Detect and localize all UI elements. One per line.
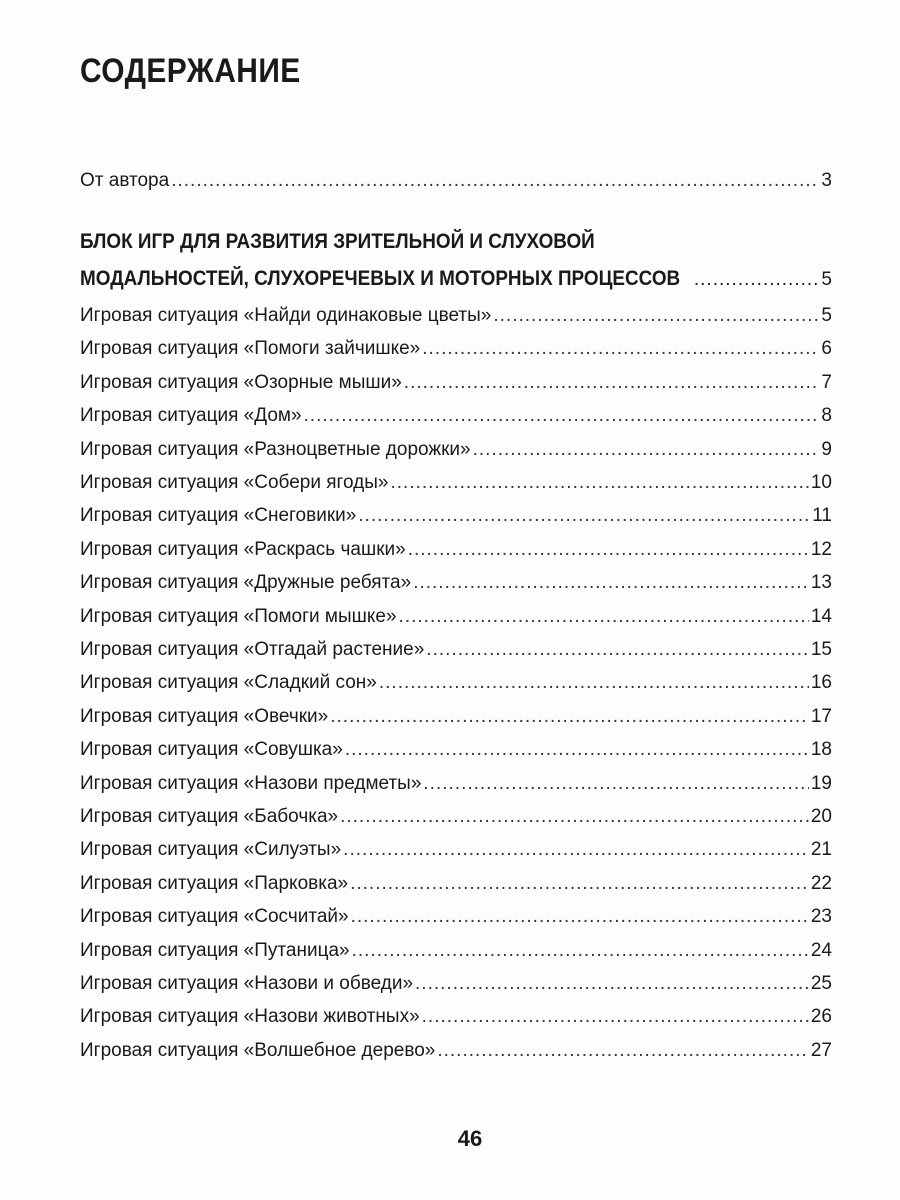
toc-entry-label: Игровая ситуация «Назови и обведи» — [80, 973, 414, 994]
toc-entry-page: 16 — [810, 672, 832, 694]
dot-leader — [404, 372, 820, 394]
toc-entry-label: Игровая ситуация «Отгадай растение» — [80, 639, 425, 660]
dot-leader — [171, 170, 819, 192]
toc-entry-label: Игровая ситуация «Собери ягоды» — [80, 472, 389, 493]
section-page: 5 — [821, 269, 832, 290]
dot-leader — [422, 338, 819, 360]
toc-entry-page: 22 — [810, 872, 832, 894]
dot-leader — [352, 940, 809, 962]
toc-entry-page: 19 — [810, 772, 832, 794]
toc-entry-label: Игровая ситуация «Озорные мыши» — [80, 371, 402, 393]
toc-entry — [80, 839, 832, 861]
toc-entry-label: Игровая ситуация «Путаница» — [80, 939, 350, 961]
toc-entry-label: Игровая ситуация «Раскрась чашки» — [80, 538, 406, 560]
toc-entry — [80, 1006, 832, 1028]
dot-leader — [340, 806, 809, 828]
dot-leader — [423, 773, 808, 795]
toc-entry — [80, 672, 832, 694]
toc-entry-page: 11 — [812, 505, 832, 527]
toc-entry — [80, 472, 832, 494]
dot-leader — [391, 472, 809, 494]
toc-entry-page: 15 — [810, 639, 832, 660]
dot-leader — [493, 305, 819, 327]
toc-entry-page: 12 — [810, 538, 832, 560]
section-heading-line2: МОДАЛЬНОСТЕЙ, СЛУХОРЕЧЕВЫХ И МОТОРНЫХ ПРОЦЕССОВ — [80, 267, 681, 290]
toc-entry-intro — [80, 170, 832, 192]
toc-entry-label: Игровая ситуация «Парковка» — [80, 872, 349, 894]
toc-entry — [80, 572, 832, 594]
toc-entry-page: 10 — [810, 472, 832, 493]
dot-leader — [473, 439, 820, 461]
section-heading-line1: БЛОК ИГР ДЛЯ РАЗВИТИЯ ЗРИТЕЛЬНОЙ И СЛУХОВОЙ — [80, 230, 595, 253]
toc-entry-label: Игровая ситуация «Волшебное дерево» — [80, 1039, 436, 1061]
toc-entry-label: Игровая ситуация «Бабочка» — [80, 806, 339, 827]
toc-entry-page: 14 — [810, 605, 832, 627]
toc-entry — [80, 305, 832, 327]
toc-entry-page: 6 — [821, 338, 832, 360]
toc-entry-label: Игровая ситуация «Снеговики» — [80, 505, 357, 527]
toc-entry-page: 13 — [810, 572, 832, 594]
toc-entry — [80, 739, 832, 761]
dot-leader — [351, 906, 809, 928]
dot-leader — [399, 606, 809, 628]
toc-entry — [80, 1040, 832, 1062]
toc-entry — [80, 372, 832, 394]
page-title: СОДЕРЖАНИЕ — [80, 52, 301, 90]
dot-leader — [379, 672, 809, 694]
dot-leader — [330, 706, 809, 728]
toc-entry-label: Игровая ситуация «Силуэты» — [80, 839, 342, 861]
toc-entry-page: 17 — [810, 705, 832, 727]
toc-entry — [80, 706, 832, 728]
toc-entry — [80, 505, 832, 527]
toc-entry-page: 3 — [821, 170, 832, 191]
toc-entry-page: 8 — [821, 405, 832, 427]
dot-leader — [437, 1040, 809, 1062]
toc-entry-page: 23 — [810, 906, 832, 928]
toc-entry-label: Игровая ситуация «Назови предметы» — [80, 772, 422, 794]
toc-entry-label: Игровая ситуация «Разноцветные дорожки» — [80, 438, 471, 460]
toc-entry — [80, 439, 832, 461]
dot-leader — [422, 1006, 809, 1028]
toc-entry — [80, 906, 832, 928]
dot-leader — [345, 739, 809, 761]
toc-entry — [80, 606, 832, 628]
toc-entry — [80, 539, 832, 561]
toc-entry — [80, 806, 832, 828]
toc-entry-label: Игровая ситуация «Сосчитай» — [80, 906, 349, 928]
dot-leader — [426, 639, 809, 661]
toc-entry-label: Игровая ситуация «Сладкий сон» — [80, 672, 377, 694]
toc-entry-page: 18 — [810, 739, 832, 761]
toc-entry-page: 21 — [810, 839, 832, 861]
dot-leader — [415, 973, 809, 995]
dot-leader — [408, 539, 809, 561]
toc-entry-page: 26 — [810, 1006, 832, 1028]
toc-entry-label: Игровая ситуация «Помоги мышке» — [80, 605, 397, 627]
page-number: 46 — [457, 1126, 483, 1151]
dot-leader — [413, 572, 809, 594]
toc-entry — [80, 940, 832, 962]
dot-leader — [343, 839, 809, 861]
toc-entry-label: Игровая ситуация «Дом» — [80, 405, 302, 427]
toc-entry-page: 25 — [810, 973, 832, 994]
toc-entry-page: 24 — [810, 939, 832, 961]
toc-entry-page: 20 — [810, 806, 832, 827]
toc-entry-label: Игровая ситуация «Совушка» — [80, 739, 343, 761]
dot-leader — [304, 405, 820, 427]
toc-entry — [80, 873, 832, 895]
toc-entry — [80, 338, 832, 360]
dot-leader — [358, 505, 810, 527]
toc-entry — [80, 639, 832, 661]
toc-entry-label: Игровая ситуация «Помоги зайчишке» — [80, 338, 421, 360]
toc-entry-label: Игровая ситуация «Назови животных» — [80, 1006, 420, 1028]
toc-entry-label: Игровая ситуация «Овечки» — [80, 705, 329, 727]
toc-entry-page: 9 — [821, 438, 832, 460]
dot-leader — [350, 873, 809, 895]
toc-entry — [80, 773, 832, 795]
toc-entry — [80, 973, 832, 995]
toc-entry-page: 27 — [810, 1039, 832, 1061]
toc-entry-label: Игровая ситуация «Найди одинаковые цветы» — [80, 305, 492, 326]
toc-entry-label: Игровая ситуация «Дружные ребята» — [80, 572, 412, 594]
dot-leader — [694, 269, 822, 291]
toc-entry — [80, 405, 832, 427]
toc-entry-label: От автора — [80, 170, 170, 191]
toc-entry-page: 5 — [821, 305, 832, 326]
toc-entry-page: 7 — [821, 371, 832, 393]
